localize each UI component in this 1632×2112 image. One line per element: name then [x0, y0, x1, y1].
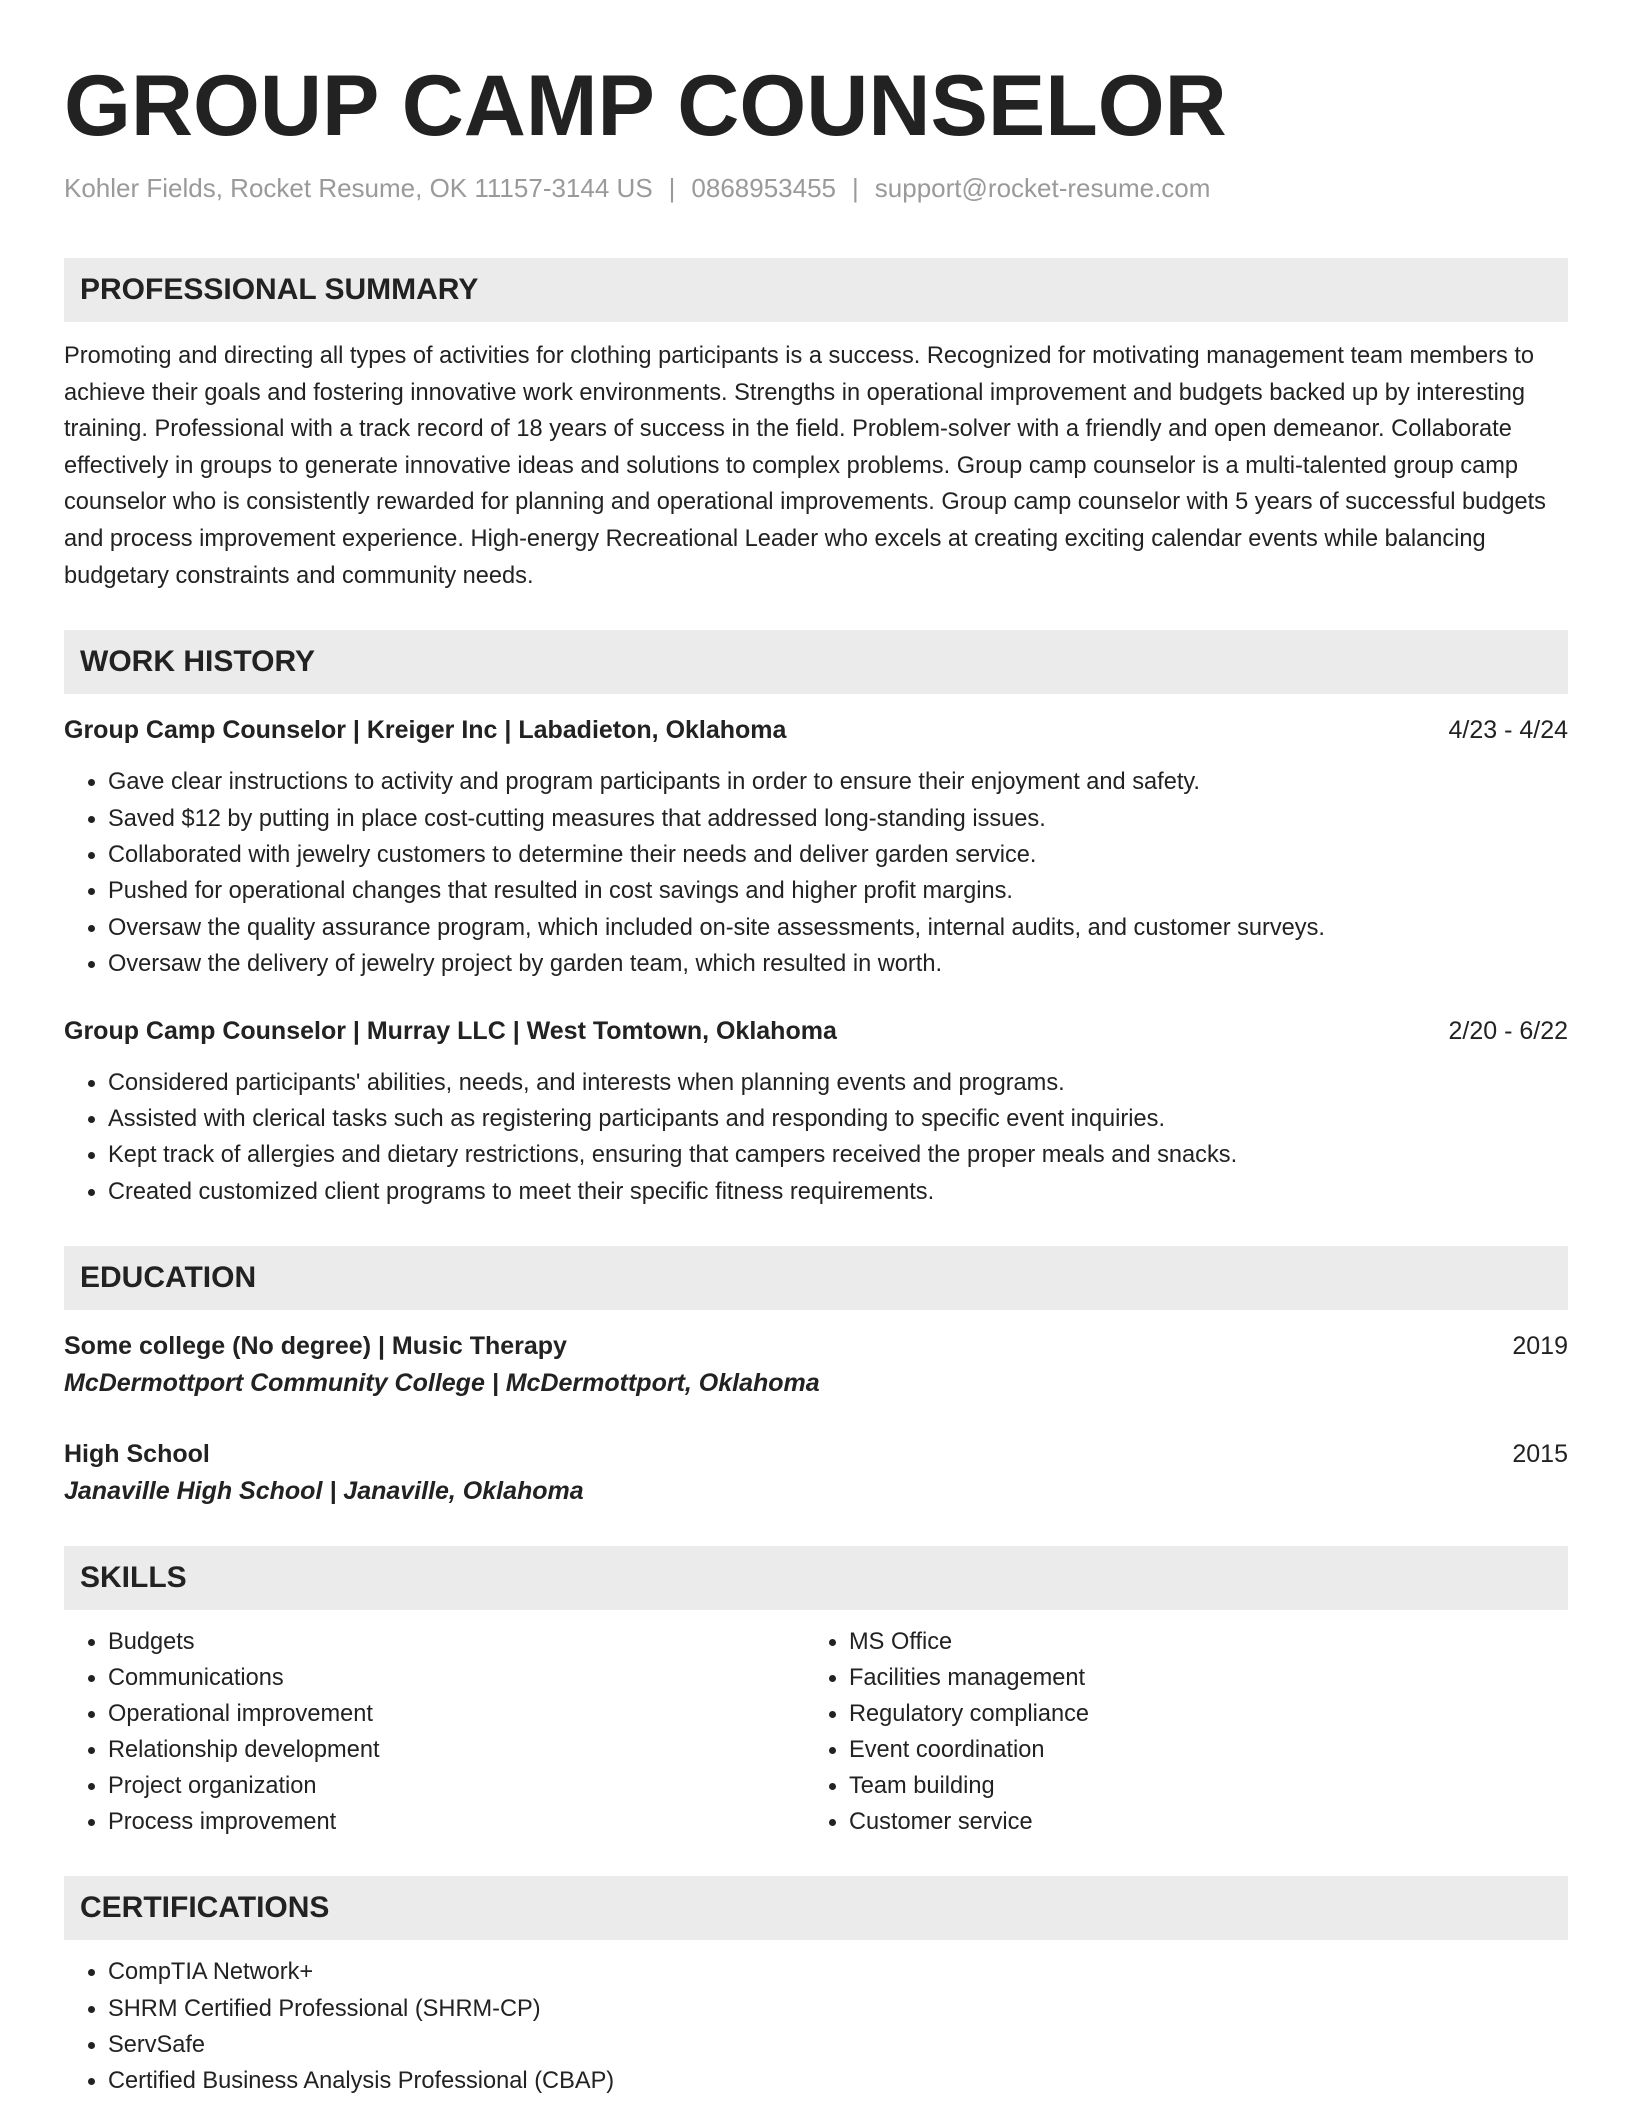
contact-separator: |: [852, 173, 859, 203]
list-item: • Oversaw the delivery of jewelry project by garden team, which resulted in worth.: [108, 946, 1568, 982]
candidate-name: GROUP CAMP COUNSELOR: [64, 58, 1227, 154]
list-item: • Oversaw the quality assurance program, which included on-site assessments, internal audits, and customer surveys.: [108, 910, 1568, 946]
list-item: • CompTIA Network+: [108, 1954, 1568, 1990]
resume-page: [64, 56, 1568, 2100]
contact-separator: |: [668, 173, 676, 203]
list-item: • Gave clear instructions to activity and program participants in order to ensure their enjoyment and safety.: [108, 764, 1568, 800]
list-item: • Facilities management: [849, 1660, 1568, 1696]
section-header-summary: PROFESSIONAL SUMMARY: [64, 258, 1568, 322]
list-item: • Relationship development: [108, 1732, 805, 1768]
list-item: • SHRM Certified Professional (SHRM-CP): [108, 1991, 1568, 2027]
list-item: • Saved $12 by putting in place cost-cutting measures that addressed long-standing issues.: [108, 801, 1568, 837]
education-school: Janaville High School | Janaville, Oklahoma: [64, 1477, 584, 1506]
job-date: 2/20 - 6/22: [1448, 1016, 1568, 1045]
skills-list: [64, 1624, 1568, 1840]
education-year: 2015: [1512, 1440, 1568, 1469]
section-header-work-history: WORK HISTORY: [64, 630, 1568, 694]
list-item: • Pushed for operational changes that resulted in cost savings and higher profit margins.: [108, 873, 1568, 909]
summary-text: Promoting and directing all types of activities for clothing participants is a success. Recognized for motivating management team members to achieve their goals and fostering innovative work environments. Strengths in operational improvement and budgets backed up by interesting training. Professional with a track record of 18 years of success in the field. Problem-solver with a friendly and open demeanor. Collaborate effectively in groups to generate innovative ideas and solutions to complex problems. Group camp counselor is a multi-talented group camp counselor who is consistently rewarded for planning and operational improvements. Group camp counselor with 5 years of successful budgets and process improvement experience. High-energy Recreational Leader who excels at creating exciting calendar events while balancing budgetary constraints and community needs.: [64, 343, 1546, 589]
education-entry: [64, 1436, 1568, 1510]
list-item: • Regulatory compliance: [849, 1696, 1568, 1732]
job-title: Group Camp Counselor | Murray LLC | West Tomtown, Oklahoma: [64, 1016, 837, 1045]
list-item: • Certified Business Analysis Professional (CBAP): [108, 2063, 1568, 2099]
education-entry: [64, 1328, 1568, 1402]
list-item: • Assisted with clerical tasks such as registering participants and responding to specific event inquiries.: [108, 1101, 1568, 1137]
education-degree: High School: [64, 1440, 210, 1469]
contact-address: Kohler Fields, Rocket Resume, OK 11157-3144 US: [64, 173, 653, 203]
list-item: • Communications: [108, 1660, 805, 1696]
list-item: • Created customized client programs to meet their specific fitness requirements.: [108, 1174, 1568, 1210]
list-item: • MS Office: [849, 1624, 1568, 1660]
list-item: • Considered participants' abilities, needs, and interests when planning events and programs.: [108, 1065, 1568, 1101]
list-item: • ServSafe: [108, 2027, 1568, 2063]
job-entry: [64, 712, 1568, 982]
job-date: 4/23 - 4/24: [1448, 716, 1568, 745]
list-item: • Team building: [849, 1768, 1568, 1804]
job-duties-list: [64, 764, 1568, 982]
certifications-list: [64, 1954, 1568, 2100]
contact-phone: 0868953455: [691, 173, 837, 203]
list-item: • Event coordination: [849, 1732, 1568, 1768]
list-item: • Customer service: [849, 1804, 1568, 1840]
job-title: Group Camp Counselor | Kreiger Inc | Labadieton, Oklahoma: [64, 716, 787, 745]
section-header-certifications: CERTIFICATIONS: [64, 1876, 1568, 1940]
list-item: • Kept track of allergies and dietary restrictions, ensuring that campers received the proper meals and snacks.: [108, 1137, 1568, 1173]
list-item: • Process improvement: [108, 1804, 805, 1840]
section-header-skills: SKILLS: [64, 1546, 1568, 1610]
list-item: • Budgets: [108, 1624, 805, 1660]
job-entry: [64, 1013, 1568, 1211]
section-header-education: EDUCATION: [64, 1246, 1568, 1310]
contact-line: [64, 170, 1568, 206]
education-degree: Some college (No degree) | Music Therapy: [64, 1332, 567, 1361]
list-item: • Project organization: [108, 1768, 805, 1804]
education-year: 2019: [1512, 1332, 1568, 1361]
skills-column-left: [64, 1624, 805, 1840]
education-school: McDermottport Community College | McDermottport, Oklahoma: [64, 1369, 820, 1398]
list-item: • Collaborated with jewelry customers to determine their needs and deliver garden service.: [108, 837, 1568, 873]
list-item: • Operational improvement: [108, 1696, 805, 1732]
contact-email: support@rocket-resume.com: [874, 173, 1211, 203]
job-duties-list: [64, 1065, 1568, 1211]
skills-column-right: [805, 1624, 1568, 1840]
